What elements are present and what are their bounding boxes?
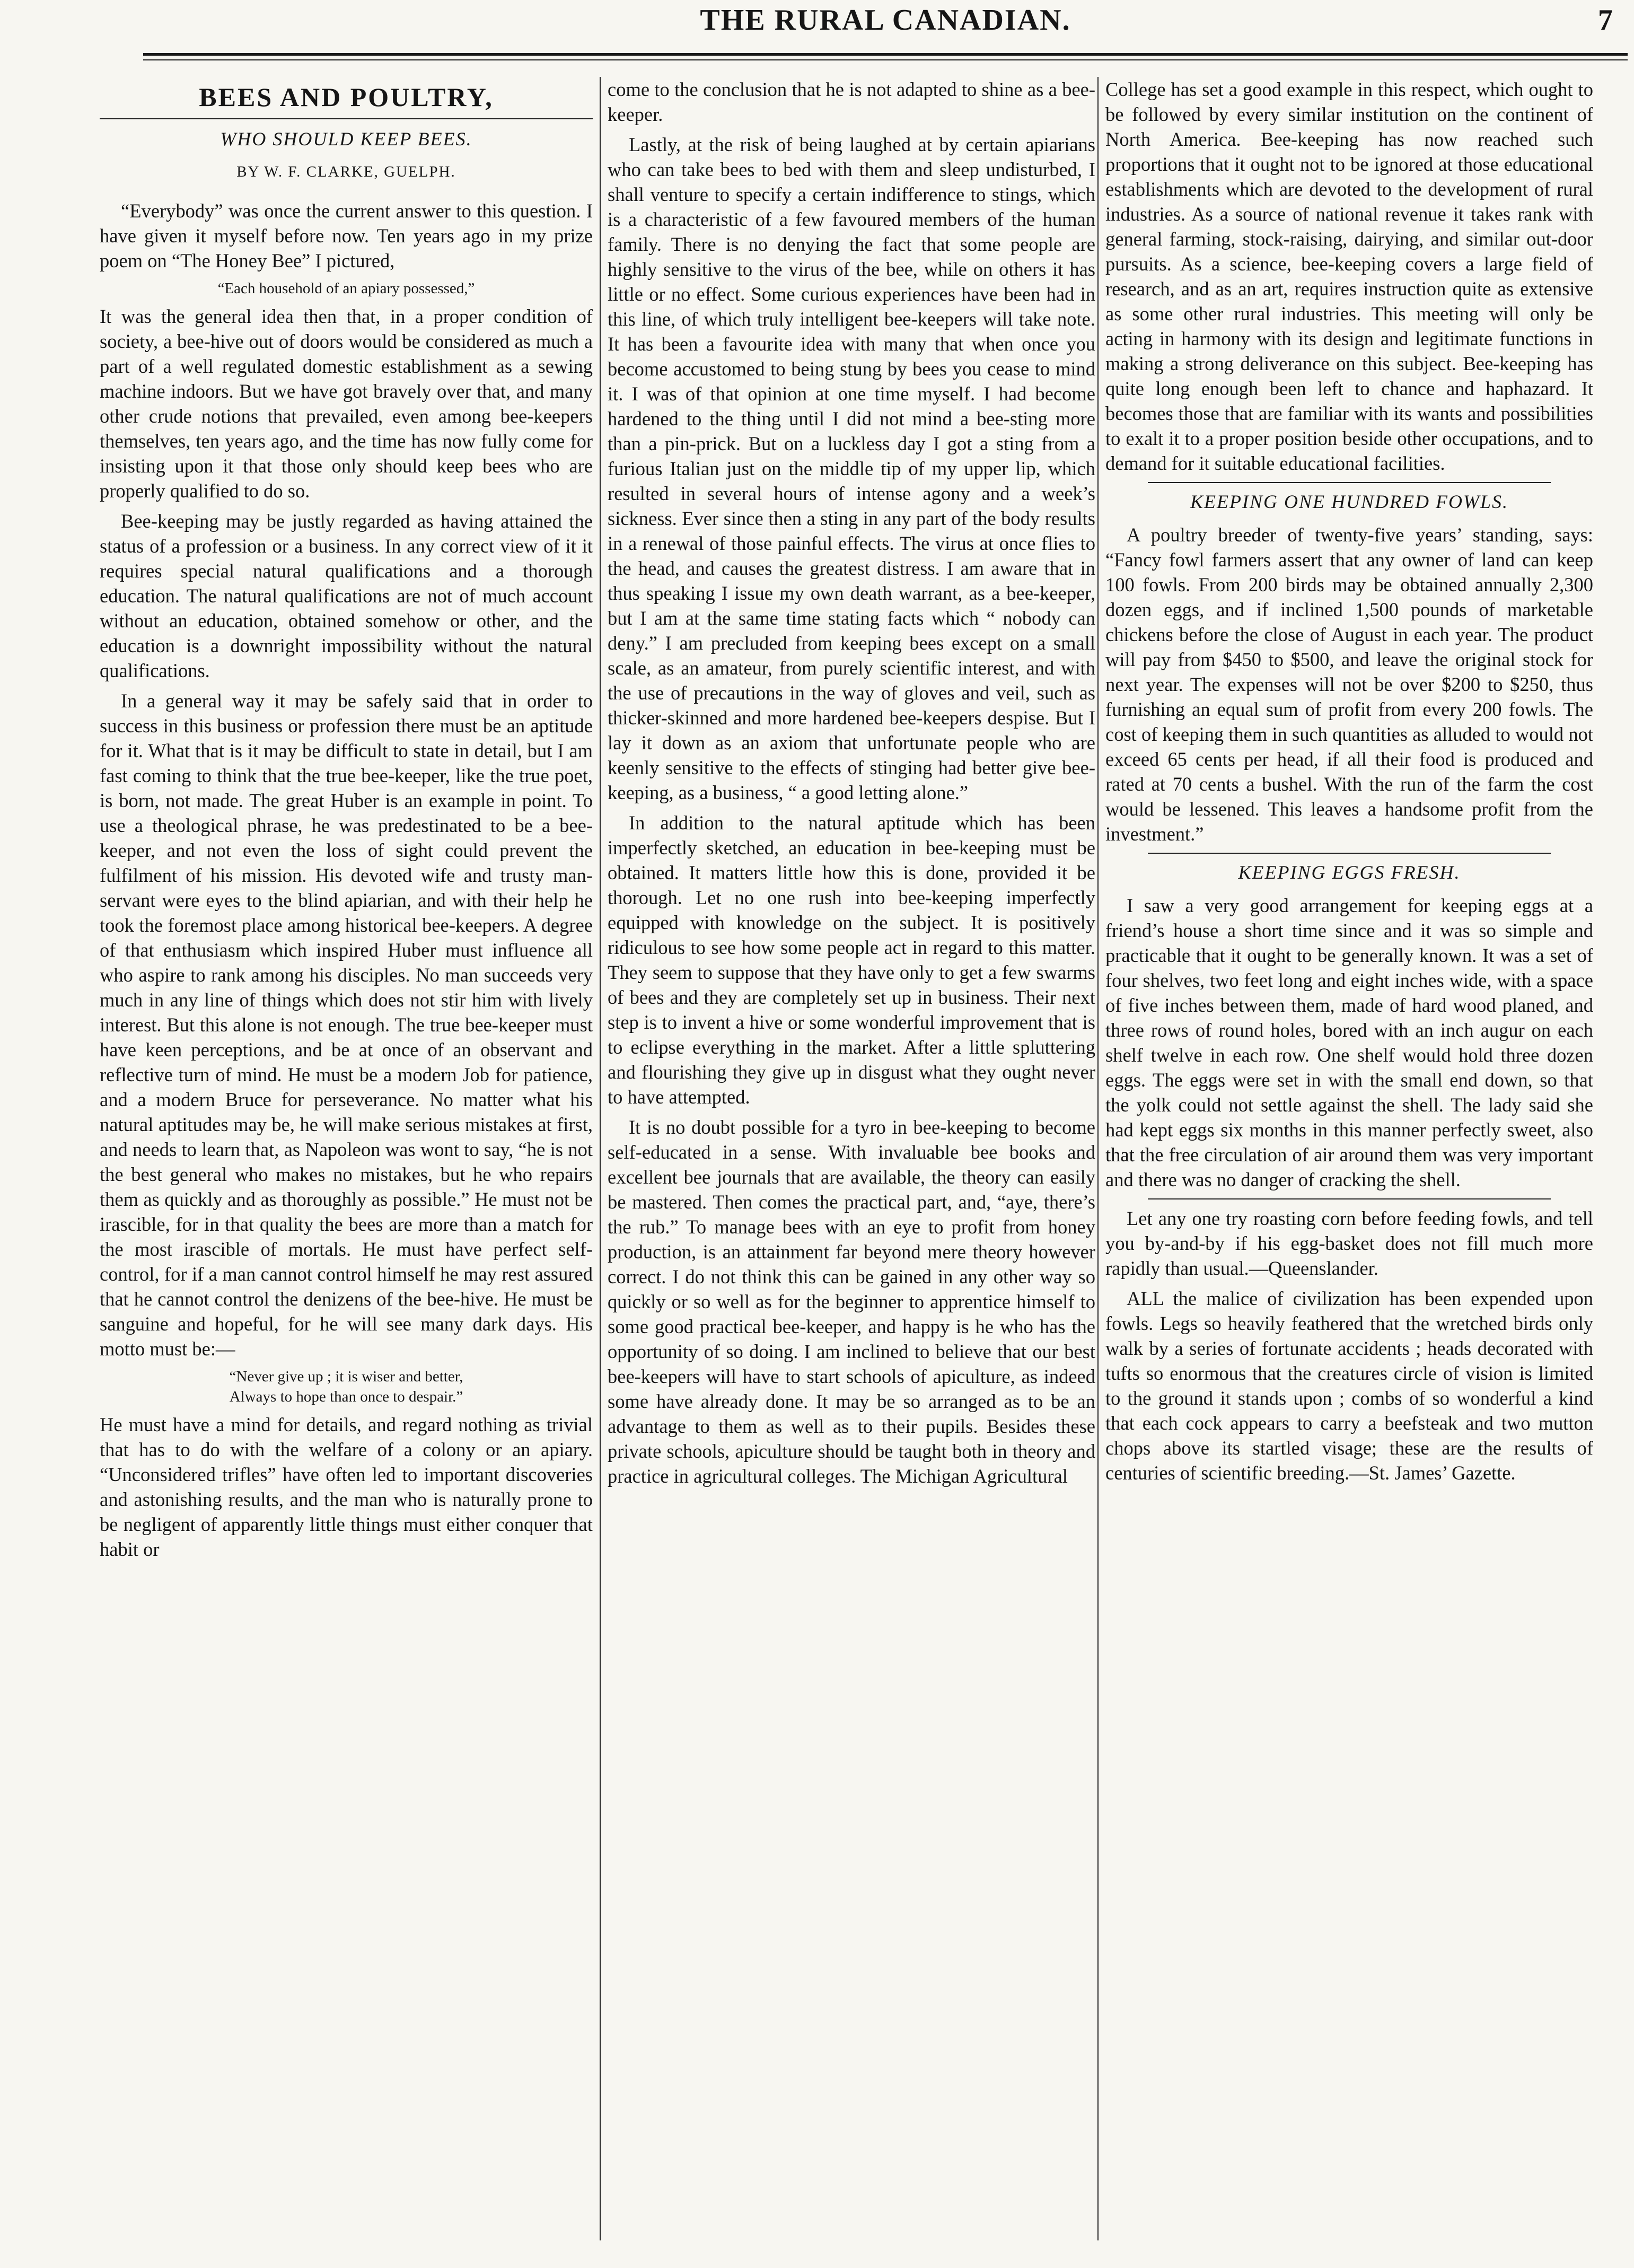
motto-line-1: “Never give up ; it is wiser and better, bbox=[229, 1368, 463, 1385]
paragraph: In a general way it may be safely said that in order to success in this business or profession there must be an aptitude for it. What that is it may be difficult to state in detail, but I am fast coming to think that the true bee-keeper, like the true poet, is born, not made. The great Huber is an example in point. To use a theological phrase, he was predestinated to be a bee-keeper, and not even the loss of sight could prevent the fulfilment of his mission. His devoted wife and trusty man-servant were eyes to the blind apiarian, and with their help he took the foremost place among historical bee-keepers. A degree of that enthusiasm which inspired Huber must influence all who aspire to rank among his disciples. No man succeeds very much in any line of things which does not stir him with lively interest. But this alone is not enough. The true bee-keeper must have keen perceptions, and be at once of an observant and reflective turn of mind. He must be a modern Job for patience, and a modern Bruce for perseverance. No matter what his natural aptitudes may be, he will make serious mistakes at first, and needs to learn that, as Napoleon was wont to say, “he is not the best general who makes no mistakes, but he who repairs them as quickly and as thoroughly as possible.” He must not be irascible, for in that quality the bees are more than a match for the most irascible of mortals. He must have perfect self-control, for if a man cannot control himself he may rest assured that he cannot control the denizens of the bee-hive. He must be sanguine and hopeful, for he will see many dark days. His motto must be:— bbox=[100, 690, 593, 1360]
header-rule bbox=[143, 53, 1628, 56]
column-divider bbox=[1097, 77, 1099, 2240]
motto-line-2: Always to hope than once to despair.” bbox=[229, 1388, 463, 1405]
paragraph: Bee-keeping may be justly regarded as having attained the status of a profession or a business. In any correct view of it it requires special natural qualifications and a thorough education. The natural qualifications are not of much account without an education, obtained somehow or other, and the education is a downright impossibility without the natural qualifications. bbox=[100, 510, 593, 681]
motto-quote bbox=[100, 1367, 593, 1407]
poem-quote: “Each household of an apiary possessed,” bbox=[217, 280, 475, 297]
article-separator bbox=[1148, 1198, 1551, 1199]
section-rule bbox=[100, 118, 593, 119]
article-subhead: WHO SHOULD KEEP BEES. bbox=[220, 128, 472, 150]
paragraph: Let any one try roasting corn before feeding fowls, and tell you by-and-by if his egg-basket does not fill much more rapidly than usual.—Queenslander. bbox=[1105, 1207, 1593, 1279]
article-separator bbox=[1148, 482, 1551, 483]
paragraph: In addition to the natural aptitude which has been imperfectly sketched, an education in bee-keeping must be obtained. It matters little how this is done, provided it be thorough. Let no one rush into bee-keeping imperfectly equipped with knowledge on the subject. It is positively ridiculous to see how some people act in regard to this matter. They seem to suppose that they have only to get a few swarms of bees and they are completely set up in business. Their next step is to invent a hive or some wonderful improvement that is to eclipse everything in the market. After a little spluttering and flourishing they give up in disgust what they ought never to have attempted. bbox=[608, 812, 1095, 1108]
paragraph: He must have a mind for details, and regard nothing as trivial that has to do with the welfare of a colony or an apiary. “Unconsidered trifles” have often led to important discoveries and astonishing results, and the man who is naturally prone to be negligent of apparently little things must either conquer that habit or bbox=[100, 1414, 593, 1560]
page-header bbox=[143, 0, 1628, 50]
paragraph: It is no doubt possible for a tyro in bee-keeping to become self-educated in a sense. With invaluable bee books and excellent bee journals that are available, the theory can easily be mastered. Then comes the practical part, and, “aye, there’s the rub.” To manage bees with an eye to profit from honey production, is an attainment far beyond mere theory however correct. I do not think this can be gained in any other way so quickly or so well as for the beginner to apprentice himself to some good practical bee-keeper, and happy is he who has the opportunity of so doing. I am inclined to believe that our best bee-keepers will have to start schools of apiculture, as indeed some have already done. It may be so arranged as to be an advantage to them as well as to their pupils. Besides these private schools, apiculture should be taught both in theory and practice in agricultural colleges. The Michigan Agricultural bbox=[608, 1116, 1095, 1487]
paragraph: “Everybody” was once the current answer to this question. I have given it myself before now. Ten years ago in my prize poem on “The Honey Bee” I pictured, bbox=[100, 200, 593, 272]
column-1 bbox=[100, 77, 593, 2240]
paragraph: Lastly, at the risk of being laughed at by certain apiarians who can take bees to bed with them and sleep undisturbed, I shall venture to specify a certain indifference to stings, which is a characteristic of a few favoured members of the human family. There is no denying the fact that some people are highly sensitive to the virus of the bee, while on others it has little or no effect. Some curious experiences have been had in this line, of which truly intelligent bee-keepers will take note. It has been a favourite idea with many that when once you become accustomed to being stung by bees you cease to mind it. I was of that opinion at one time myself. I had become hardened to the thing until I did not mind a bee-sting more than a pin-prick. But on a luckless day I got a sting from a furious Italian just on the middle tip of my upper lip, which resulted in several hours of intense agony and a week’s sickness. Ever since then a sting in any part of the body results in a renewal of those painful effects. The virus at once flies to the head, and causes the greatest distress. I am aware that in thus speaking I issue my own death warrant, as a bee-keeper, but I am at the same time stating facts which “ nobody can deny.” I am precluded from keeping bees except on a small scale, as an amateur, from purely scientific interest, and with the use of precautions in the way of gloves and veil, such as thicker-skinned and more hardened bee-keepers despise. But I lay it down as an axiom that unfortunate people who are keenly sensitive to the effects of stinging had better give bee-keeping, as a business, “ a good letting alone.” bbox=[608, 134, 1095, 803]
article-separator bbox=[1148, 853, 1551, 854]
paragraph: College has set a good example in this respect, which ought to be followed by every similar institution on the continent of North America. Bee-keeping has now reached such proportions that it ought not to be ignored at those educational establishments which are devoted to the development of rural industries. As a source of national revenue it takes rank with general farming, stock-raising, dairying, and similar out-door pursuits. As a science, bee-keeping covers a large field of research, and as an art, requires instruction quite as extensive as some other rural industries. This meeting will only be acting in harmony with its design and legitimate functions in making a strong deliverance on this subject. Bee-keeping has quite long enough been left to chance and haphazard. It becomes those that are familiar with its wants and possibilities to exalt it to a proper position beside other occupations, and to demand for it suitable educational facilities. bbox=[1105, 78, 1593, 474]
article-subhead: KEEPING EGGS FRESH. bbox=[1238, 862, 1461, 883]
paragraph: ALL the malice of civilization has been expended upon fowls. Legs so heavily feathered that the wretched birds only walk by a series of fortunate accidents ; heads decorated with tufts so enormous that the creatures circle of vision is limited to the ground it stands upon ; combs of so wonderful a kind that each cock appears to carry a beefsteak and two mutton chops above its startled visage; these are the results of centuries of scientific breeding.—St. James’ Gazette. bbox=[1105, 1288, 1593, 1484]
paragraph: come to the conclusion that he is not adapted to shine as a bee-keeper. bbox=[608, 78, 1095, 125]
header-rule-thin bbox=[143, 59, 1628, 60]
paragraph: A poultry breeder of twenty-five years’ standing, says: “Fancy fowl farmers assert that any owner of land can keep 100 fowls. From 200 birds may be obtained annually 2,300 dozen eggs, and if inclined 1,500 pounds of marketable chickens before the close of August in each year. The product will pay from $450 to $500, and leave the original stock for next year. The expenses will not be over $200 to $250, thus furnishing an equal sum of profit from every 200 fowls. The cost of keeping them in such quantities as alluded to would not exceed 65 cents per head, if all their food is produced and rated at 70 cents a bushel. With the run of the farm the cost would be lessened. This leaves a handsome profit from the investment.” bbox=[1105, 524, 1593, 845]
article-byline: BY W. F. CLARKE, GUELPH. bbox=[236, 163, 456, 180]
column-2 bbox=[608, 77, 1095, 2240]
column-3 bbox=[1105, 77, 1593, 2240]
paragraph: I saw a very good arrangement for keeping eggs at a friend’s house a short time since and it was so simple and practicable that it ought to be generally known. It was a set of four shelves, two feet long and eight inches wide, with a space of five inches between them, made of hard wood planed, and three rows of round holes, bored with an inch augur on each shelf twelve in each row. One shelf would hold three dozen eggs. The eggs were set in with the small end down, so that the yolk could not settle against the shell. The lady said she had kept eggs six months in this manner perfectly sweet, also that the free circulation of air around them was very important and there was no danger of cracking the shell. bbox=[1105, 895, 1593, 1190]
masthead-title: THE RURAL CANADIAN. bbox=[700, 4, 1071, 37]
page-number: 7 bbox=[1598, 4, 1613, 37]
column-divider bbox=[600, 77, 601, 2240]
paragraph: It was the general idea then that, in a proper condition of society, a bee-hive out of doors would be considered as much a part of a well regulated domestic establishment as a sewing machine indoors. But we have got bravely over that, and many other crude notions that prevailed, even among bee-keepers themselves, ten years ago, and the time has now fully come for insisting upon it that those only should keep bees who are properly qualified to do so. bbox=[100, 305, 593, 502]
article-subhead: KEEPING ONE HUNDRED FOWLS. bbox=[1190, 491, 1508, 512]
section-title: BEES AND POULTRY, bbox=[199, 82, 494, 112]
